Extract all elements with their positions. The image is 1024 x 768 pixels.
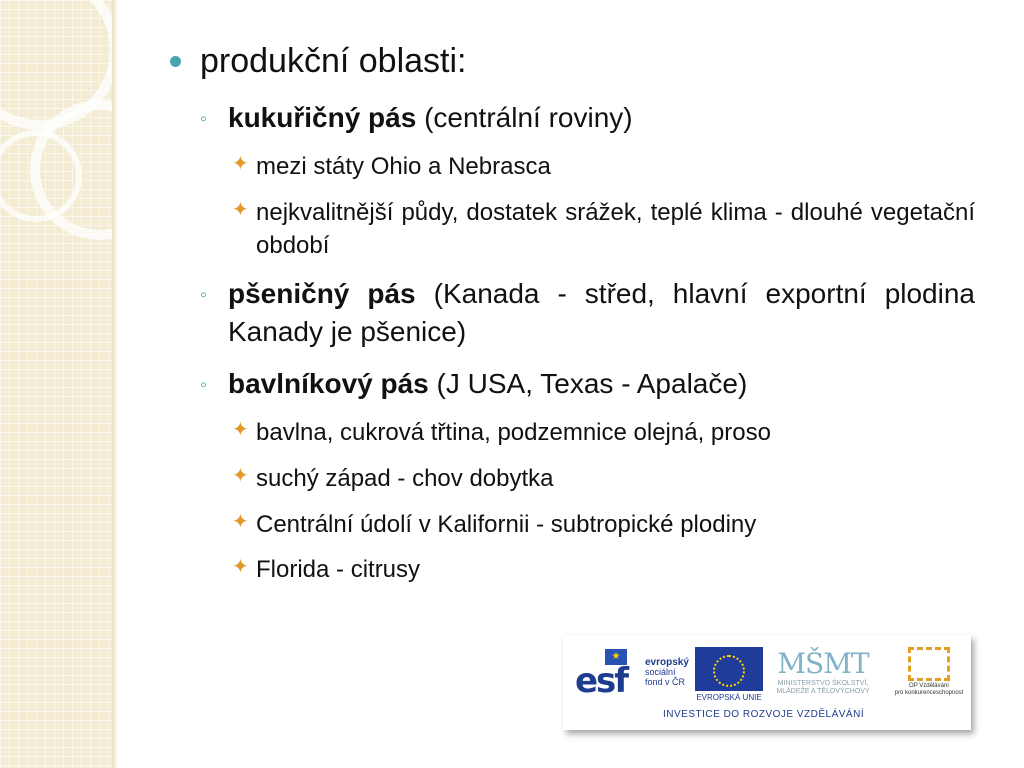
- bullet-level2-cotton-belt: [200, 365, 975, 403]
- bullet-circle-icon: ◦: [200, 373, 208, 396]
- op-caption-line: pro konkurenceschopnost: [894, 689, 964, 696]
- bullet-level2-corn-belt: [200, 99, 975, 137]
- op-frame-icon: [908, 647, 950, 681]
- decorative-side-strip: [0, 0, 112, 768]
- eu-stars-icon: ★: [605, 649, 627, 665]
- bullet-level3: [232, 508, 975, 542]
- bullet-text: (centrální roviny): [416, 101, 633, 133]
- invest-tagline: INVESTICE DO ROZVOJE VZDĚLÁVÁNÍ: [663, 709, 865, 720]
- funding-logos-banner: [563, 635, 971, 730]
- esf-caption-line: sociální: [645, 667, 676, 677]
- eu-star-ring: [713, 655, 745, 687]
- sub-bullet-text: Centrální údolí v Kalifornii - subtropické plodiny: [256, 510, 757, 538]
- bullet-text: (Kanada - střed, hlavní exportní plodina Kanady je pšenice): [228, 278, 975, 347]
- bullet-level1: [160, 40, 975, 83]
- eu-label: EVROPSKÁ UNIE: [696, 693, 762, 702]
- bullet-star-icon: ✦: [232, 465, 249, 488]
- op-caption-line: OP Vzdělávání: [909, 683, 949, 689]
- bullet-level3: [232, 416, 975, 450]
- bullet-star-icon: ✦: [232, 510, 249, 533]
- bullet-level3: [232, 150, 975, 184]
- sub-bullet-text: suchý západ - chov dobytka: [256, 465, 554, 493]
- sub-bullet-text: bavlna, cukrová třtina, podzemnice olejná, proso: [256, 419, 771, 447]
- bullet-circle-icon: ◦: [200, 284, 208, 307]
- bullet-text: (J USA, Texas - Apalače): [428, 367, 748, 399]
- eu-flag-icon: [695, 647, 763, 691]
- sub-bullet-text: Florida - citrusy: [256, 556, 421, 584]
- msmt-caption-line: MINISTERSTVO ŠKOLSTVÍ,: [777, 680, 869, 687]
- bullet-level2-wheat-belt: [200, 275, 975, 351]
- msmt-logo: [768, 647, 878, 701]
- bullet-star-icon: ✦: [232, 556, 249, 579]
- bullet-star-icon: ✦: [232, 419, 249, 442]
- main-bullet-text: produkční oblasti:: [200, 42, 467, 80]
- sub-bullet-text: nejkvalitnější půdy, dostatek srážek, teplé klima - dlouhé vegetační období: [256, 198, 975, 260]
- bullet-bold-title: pšeničný pás: [228, 278, 416, 310]
- bullet-star-icon: ✦: [232, 198, 249, 221]
- esf-caption-line: fond v ČR: [645, 676, 686, 687]
- bullet-level3: [232, 553, 975, 587]
- strip-edge: [112, 0, 118, 768]
- op-logo: [893, 647, 965, 701]
- bullet-level3: [232, 196, 975, 263]
- esf-caption: [645, 657, 689, 688]
- op-caption: [893, 683, 965, 696]
- msmt-caption: [768, 680, 878, 697]
- bullet-circle-icon: ◦: [200, 107, 208, 130]
- bullet-dot-icon: [170, 56, 181, 67]
- slide-content: [160, 30, 975, 599]
- bullet-star-icon: ✦: [232, 153, 249, 176]
- bullet-bold-title: bavlníkový pás: [228, 367, 429, 399]
- sub-bullet-text: mezi státy Ohio a Nebrasca: [256, 153, 551, 181]
- esf-caption-line: evropský: [645, 657, 689, 668]
- esf-wordmark: esf: [575, 661, 628, 701]
- bullet-level3: [232, 462, 975, 496]
- esf-logo: [575, 647, 689, 701]
- msmt-mark: MŠMT: [777, 647, 869, 680]
- msmt-caption-line: MLÁDEŽE A TĚLOVÝCHOVY: [776, 688, 870, 696]
- bullet-bold-title: kukuřičný pás: [228, 101, 417, 133]
- eu-logo: [695, 647, 763, 701]
